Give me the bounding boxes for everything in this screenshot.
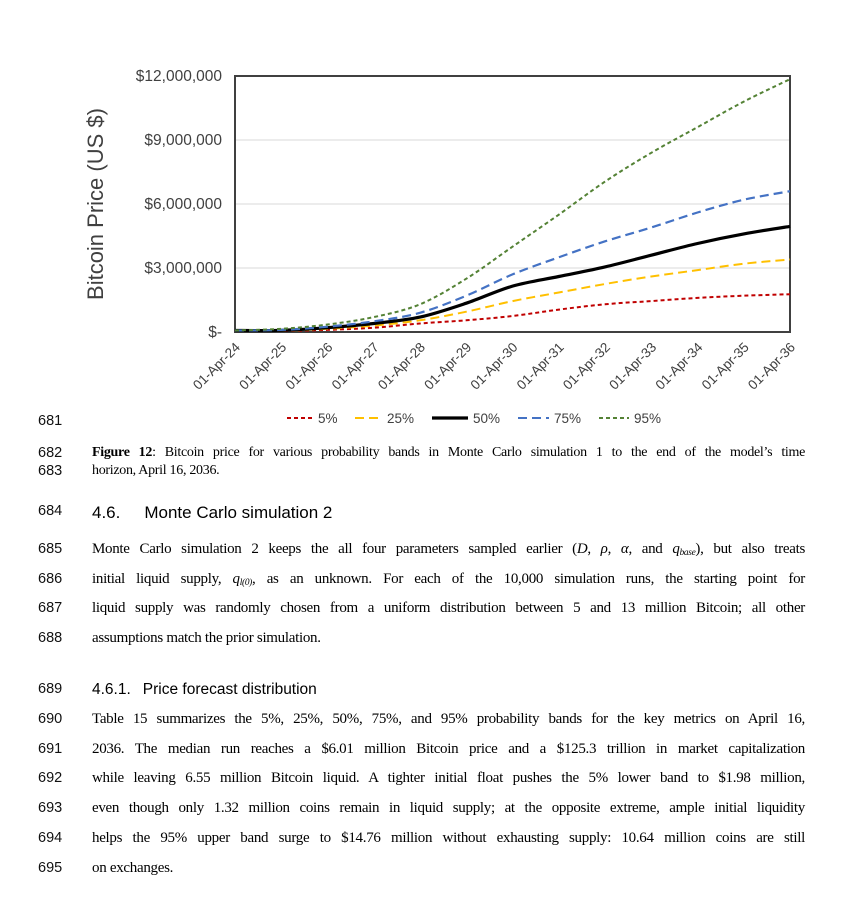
line-text bbox=[92, 540, 805, 560]
line-text bbox=[92, 444, 805, 462]
text-segment: , and bbox=[628, 541, 673, 557]
text-segment: , as an unknown. For each of the 10,000 simulation runs, the starting point for bbox=[251, 570, 805, 587]
line-number: 694 bbox=[38, 829, 63, 846]
text-segment: ), but also treats bbox=[695, 541, 805, 557]
y-tick-label: $6,000,000 bbox=[144, 196, 222, 213]
line-text bbox=[92, 799, 805, 818]
line-text bbox=[92, 680, 805, 699]
legend-label-5pct: 5% bbox=[318, 411, 338, 426]
text-line bbox=[38, 799, 805, 818]
y-tick-label: $9,000,000 bbox=[144, 132, 222, 149]
text-segment: helps the 95% upper band surge to $14.76 million without exhausting supply: 10.64 million coins are still bbox=[92, 829, 805, 846]
text-segment: 2036. The median run reaches a $6.01 million Bitcoin price and a $125.3 trillion in market capitalization bbox=[92, 740, 805, 757]
x-tick-label: 01-Apr-29 bbox=[421, 339, 475, 393]
text-line bbox=[38, 570, 805, 590]
line-number: 695 bbox=[38, 859, 63, 876]
y-axis-title: Bitcoin Price (US $) bbox=[83, 108, 108, 300]
text-segment: base bbox=[679, 548, 696, 559]
line-text bbox=[92, 570, 805, 590]
text-segment: : Bitcoin price for various probability bands in Monte Carlo simulation 1 to the end of the model’s time bbox=[152, 445, 806, 460]
text-segment: even though only 1.32 million coins remain in liquid supply; at the opposite extreme, ample initial liquidity bbox=[92, 800, 805, 817]
legend-label-95pct: 95% bbox=[634, 411, 662, 426]
text-line bbox=[38, 740, 805, 759]
line-number: 692 bbox=[38, 770, 63, 787]
line-number: 685 bbox=[38, 541, 63, 557]
y-tick-label: $12,000,000 bbox=[135, 68, 222, 85]
legend-label-75pct: 75% bbox=[554, 411, 582, 426]
text-segment: assumptions match the prior simulation. bbox=[92, 629, 321, 646]
line-number: 690 bbox=[38, 711, 63, 727]
text-segment: liquid supply was randomly chosen from a uniform distribution between 5 and 13 million Bitcoin; all other bbox=[92, 600, 805, 617]
series-line-95pct bbox=[235, 79, 790, 330]
text-segment: α bbox=[620, 541, 629, 557]
text-line bbox=[38, 710, 805, 729]
line-number: 693 bbox=[38, 800, 63, 817]
line-text bbox=[92, 769, 805, 788]
legend-label-50pct: 50% bbox=[473, 411, 501, 426]
text-segment: 4.6. bbox=[92, 503, 121, 522]
series-line-5pct bbox=[235, 294, 790, 331]
line-number: 682 bbox=[38, 445, 63, 461]
line-number: 681 bbox=[38, 413, 63, 429]
x-tick-label: 01-Apr-31 bbox=[513, 339, 567, 393]
text-line bbox=[38, 859, 805, 878]
text-segment: horizon, April 16, 2036. bbox=[92, 463, 220, 479]
text-segment: Monte Carlo simulation 2 keeps the all four parameters sampled earlier ( bbox=[92, 541, 577, 557]
line-text bbox=[92, 859, 805, 878]
x-tick-label: 01-Apr-36 bbox=[745, 339, 799, 393]
line-number: 684 bbox=[38, 503, 63, 519]
x-tick-label: 01-Apr-30 bbox=[467, 339, 521, 393]
text-segment: q bbox=[672, 541, 680, 557]
bitcoin-price-chart bbox=[0, 0, 850, 432]
text-segment: q bbox=[232, 570, 240, 587]
x-tick-label: 01-Apr-35 bbox=[698, 339, 752, 393]
x-tick-label: 01-Apr-34 bbox=[652, 339, 706, 393]
y-tick-label: $3,000,000 bbox=[144, 260, 222, 277]
x-tick-label: 01-Apr-33 bbox=[606, 339, 660, 393]
line-number: 686 bbox=[38, 570, 63, 587]
line-text bbox=[92, 740, 805, 759]
line-text bbox=[92, 599, 805, 618]
text-line bbox=[38, 540, 805, 560]
section-heading bbox=[38, 502, 805, 523]
y-tick-label: $- bbox=[208, 324, 222, 341]
line-text bbox=[92, 829, 805, 848]
text-segment: while leaving 6.55 million Bitcoin liquid. A tighter initial float pushes the 5% lower band to $1.98 million, bbox=[92, 770, 805, 787]
legend-label-25pct: 25% bbox=[387, 411, 415, 426]
text-line bbox=[38, 769, 805, 788]
text-segment: , bbox=[607, 541, 621, 557]
line-number: 683 bbox=[38, 463, 63, 480]
x-tick-label: 01-Apr-26 bbox=[282, 339, 336, 393]
text-segment: Figure 12 bbox=[92, 445, 153, 460]
text-segment: l(0) bbox=[239, 577, 252, 588]
line-text bbox=[92, 462, 805, 480]
x-tick-label: 01-Apr-32 bbox=[560, 339, 614, 393]
line-number: 689 bbox=[38, 681, 63, 697]
text-segment: on exchanges. bbox=[92, 859, 174, 876]
text-segment: Monte Carlo simulation 2 bbox=[144, 503, 333, 522]
text-segment: D bbox=[576, 541, 588, 557]
series-line-75pct bbox=[235, 191, 790, 330]
line-number: 688 bbox=[38, 629, 63, 646]
x-tick-label: 01-Apr-25 bbox=[236, 339, 290, 393]
section-heading bbox=[38, 680, 805, 699]
text-segment: initial liquid supply, bbox=[92, 570, 233, 587]
x-tick-label: 01-Apr-27 bbox=[328, 339, 382, 393]
text-line bbox=[38, 629, 805, 648]
line-text bbox=[92, 710, 805, 729]
x-tick-label: 01-Apr-24 bbox=[190, 339, 244, 393]
series-line-50pct bbox=[235, 226, 790, 330]
series-line-25pct bbox=[235, 260, 790, 331]
text-line bbox=[38, 829, 805, 848]
text-segment: Price forecast distribution bbox=[142, 681, 317, 698]
figure-caption-line bbox=[38, 462, 805, 480]
line-number: 687 bbox=[38, 600, 63, 617]
text-segment: , bbox=[587, 541, 601, 557]
text-segment: Table 15 summarizes the 5%, 25%, 50%, 75%, and 95% probability bands for the key metrics on April 16, bbox=[92, 711, 805, 727]
line-text bbox=[92, 502, 805, 523]
x-tick-label: 01-Apr-28 bbox=[375, 339, 429, 393]
text-segment: ρ bbox=[600, 541, 608, 557]
figure12-chart bbox=[0, 0, 850, 432]
text-segment: 4.6.1. bbox=[92, 681, 131, 698]
text-line bbox=[38, 599, 805, 618]
figure-caption-line bbox=[38, 444, 805, 462]
line-number: 691 bbox=[38, 740, 63, 757]
line-text bbox=[92, 629, 805, 648]
